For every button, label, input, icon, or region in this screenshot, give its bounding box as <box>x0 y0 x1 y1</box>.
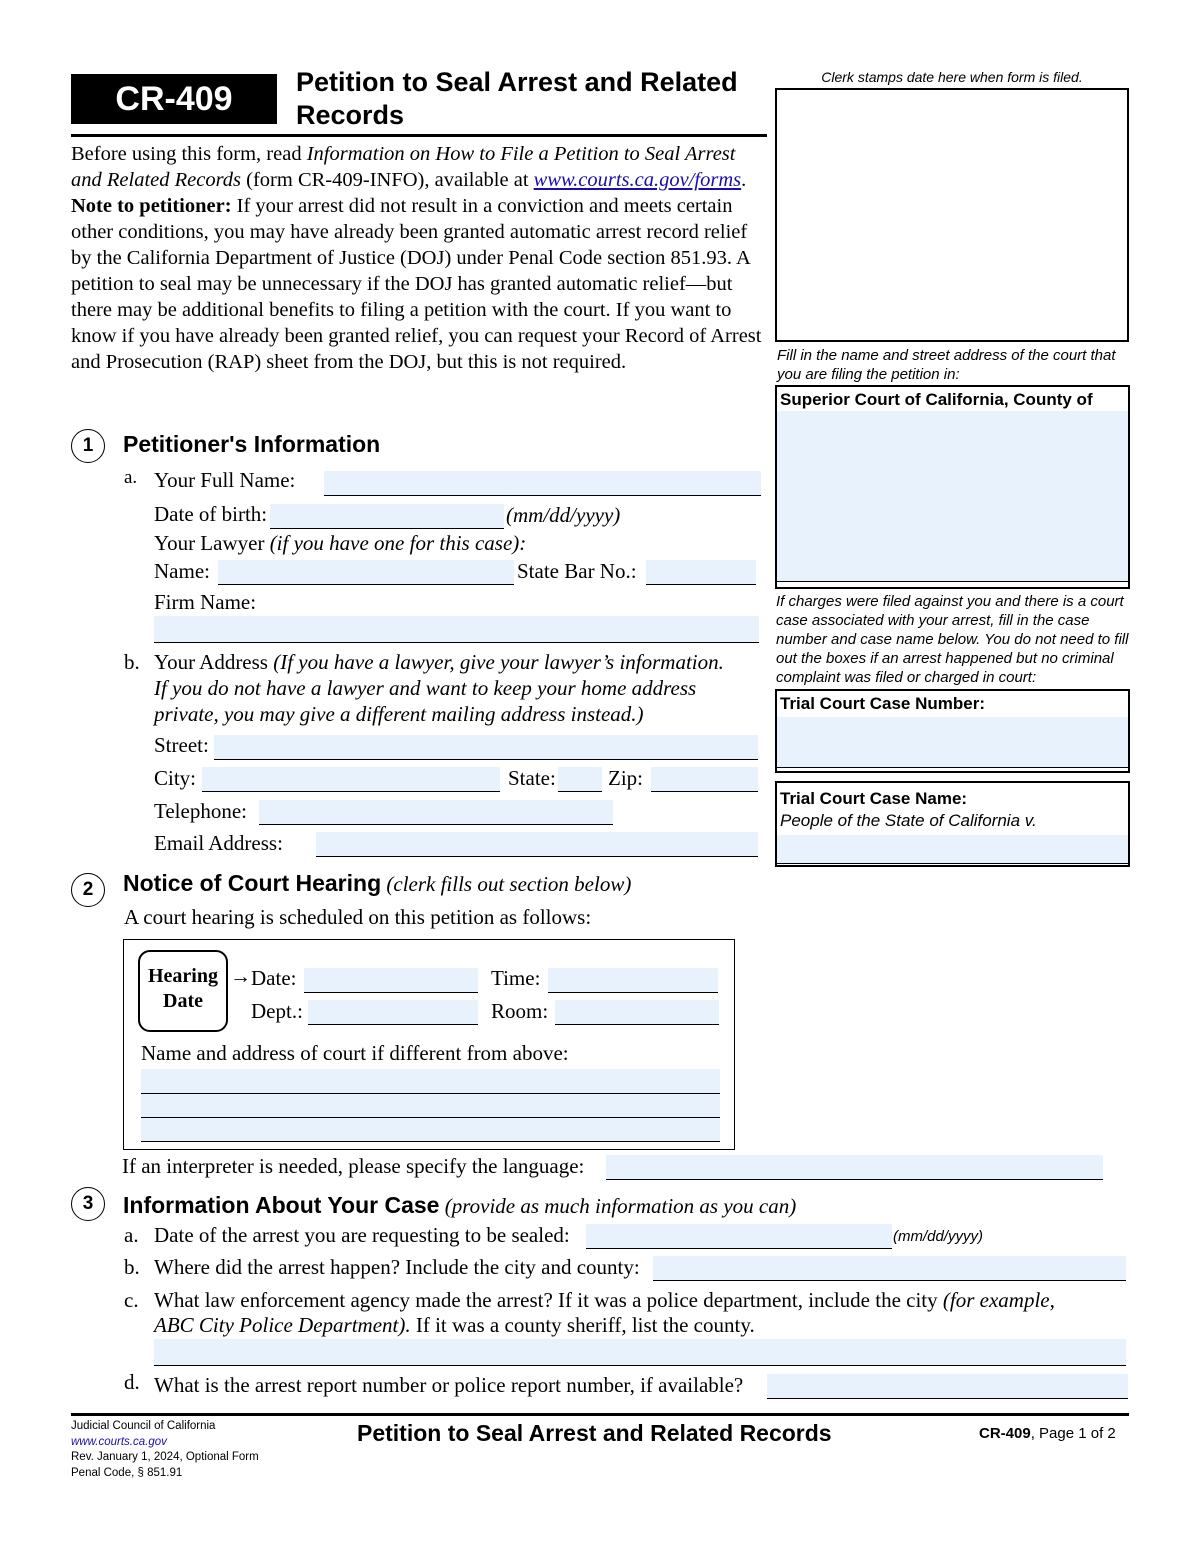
footer-page <box>979 1425 1116 1442</box>
telephone-label: Telephone: <box>154 799 247 823</box>
footer-title: Petition to Seal Arrest and Related Records <box>357 1420 832 1446</box>
lawyer-label <box>154 531 526 555</box>
full-name-label: Your Full Name: <box>154 468 296 492</box>
court-address-rule-2 <box>141 1117 720 1118</box>
form-number-badge: CR-409 <box>71 74 277 124</box>
arrest-location-label: Where did the arrest happen? Include the city and county: <box>154 1255 640 1279</box>
dob-format: (mm/dd/yyyy) <box>506 503 621 527</box>
lawyer-hint: (if you have one for this case): <box>269 531 527 555</box>
footer-rule <box>71 1413 1129 1416</box>
case-name-label: Trial Court Case Name: <box>780 789 968 808</box>
form-title-line2: Records <box>296 100 405 130</box>
agency-question-line2 <box>154 1313 755 1337</box>
section-3-title-note: (provide as much information as you can) <box>439 1194 797 1218</box>
court-address-field[interactable] <box>141 1069 720 1142</box>
hearing-badge-line1: Hearing <box>148 965 218 987</box>
agency-question-italic-2: ABC City Police Department). <box>154 1313 411 1337</box>
state-field[interactable] <box>558 767 602 792</box>
footer-left <box>71 1419 259 1481</box>
court-address-label: Name and address of court if different from above: <box>141 1041 569 1065</box>
section-3-title-text: Information About Your Case <box>123 1192 440 1218</box>
arrest-date-format: (mm/dd/yyyy) <box>893 1228 983 1245</box>
footer-form-no: CR-409 <box>979 1425 1031 1442</box>
firm-name-field[interactable] <box>154 616 759 643</box>
form-title <box>296 66 738 132</box>
hearing-room-field[interactable] <box>555 1000 719 1025</box>
case-box-instruction: If charges were filed against you and there is a court case associated with your arrest, fill in the case number and case name below. You do not need to fill out the boxes if an arrest happened but no criminal complaint was filed or charged in court: <box>776 593 1129 686</box>
footer-council: Judicial Council of California <box>71 1420 216 1432</box>
footer-site-link[interactable]: www.courts.ca.gov <box>71 1435 167 1448</box>
zip-label: Zip: <box>608 766 643 790</box>
full-name-field[interactable] <box>324 471 761 496</box>
telephone-field[interactable] <box>259 800 613 825</box>
report-number-label: What is the arrest report number or police report number, if available? <box>154 1373 744 1397</box>
note-text: If your arrest did not result in a conviction and meets certain other conditions, you may have already been granted automatic arrest record relief by the California Department of Justice (DOJ) under Penal Code section 851.93. A petition to seal may be unnecessary if the DOJ has granted automatic relief—but there may be additional benefits to filing a petition with the court. If you want to know if you have already been granted relief, you can request your Record of Arrest and Prosecution (RAP) sheet from the DOJ, but this is not required. <box>71 195 762 373</box>
city-field[interactable] <box>202 767 500 792</box>
footer-code: Penal Code, § 851.91 <box>71 1466 183 1479</box>
court-name-address-field[interactable] <box>777 411 1128 582</box>
case-number-label: Trial Court Case Number: <box>780 694 985 713</box>
intro-p1-italic: Information on How to File a Petition to Seal Arrest and Related Records <box>71 143 736 191</box>
hearing-badge-line2: Date <box>163 990 203 1012</box>
intro-p1-end: . <box>741 169 747 191</box>
agency-question-text-2: If it was a county sheriff, list the county. <box>410 1313 755 1337</box>
firm-name-label: Firm Name: <box>154 590 257 614</box>
interpreter-field[interactable] <box>606 1155 1103 1180</box>
hearing-dept-label: Dept.: <box>251 999 303 1023</box>
city-label: City: <box>154 766 197 790</box>
case-number-field[interactable] <box>777 717 1128 768</box>
court-box-instruction: Fill in the name and street address of the court that you are filing the petition in: <box>777 347 1116 383</box>
dob-label: Date of birth: <box>154 502 268 526</box>
address-label-text: Your Address <box>154 650 274 674</box>
address-label <box>154 650 724 674</box>
email-label: Email Address: <box>154 831 283 855</box>
item-3c-marker: c. <box>124 1288 139 1312</box>
section-3-number: 3 <box>71 1187 105 1221</box>
intro-p1-after: (form CR-409-INFO), available at <box>241 169 534 191</box>
intro-text <box>71 141 771 375</box>
street-label: Street: <box>154 733 209 757</box>
hearing-date-field[interactable] <box>304 968 478 993</box>
interpreter-label: If an interpreter is needed, please specify the language: <box>122 1154 585 1178</box>
clerk-stamp-box <box>775 88 1129 342</box>
footer-rev: Rev. January 1, 2024, Optional Form <box>71 1451 259 1463</box>
item-3b-marker: b. <box>124 1255 140 1279</box>
item-1a-marker: a. <box>124 467 138 488</box>
forms-link[interactable]: www.courts.ca.gov/forms <box>533 169 742 191</box>
hearing-dept-field[interactable] <box>308 1000 478 1025</box>
court-box-label: Superior Court of California, County of <box>780 390 1093 409</box>
state-label: State: <box>508 766 556 790</box>
header-rule <box>71 134 767 137</box>
section-3-title <box>123 1191 796 1220</box>
clerk-stamp-caption: Clerk stamps date here when form is filed. <box>821 69 1083 85</box>
lawyer-name-field[interactable] <box>218 560 514 585</box>
email-field[interactable] <box>316 832 758 857</box>
case-name-box <box>775 781 1130 867</box>
hearing-time-label: Time: <box>491 966 541 990</box>
agency-question-line1 <box>154 1288 1055 1312</box>
agency-question-text-1: What law enforcement agency made the arrest? If it was a police department, include the city <box>154 1288 943 1312</box>
section-1-title: Petitioner's Information <box>123 431 381 457</box>
footer-page-count: , Page 1 of 2 <box>1030 1425 1116 1442</box>
hearing-date-label: Date: <box>251 966 297 990</box>
section-2-number: 2 <box>71 873 105 907</box>
court-address-rule-1 <box>141 1093 720 1094</box>
report-number-field[interactable] <box>767 1374 1128 1399</box>
item-3d-marker: d. <box>124 1370 140 1394</box>
intro-p1-before: Before using this form, read <box>71 143 307 165</box>
form-title-line1: Petition to Seal Arrest and Related <box>296 67 738 97</box>
case-name-field[interactable] <box>777 835 1128 864</box>
hearing-time-field[interactable] <box>548 968 718 993</box>
arrest-location-field[interactable] <box>653 1256 1126 1281</box>
section-1-number: 1 <box>71 429 105 463</box>
lawyer-label-text: Your Lawyer <box>154 531 270 555</box>
address-hint-3: private, you may give a different mailing address instead.) <box>154 702 644 726</box>
hearing-date-badge <box>138 950 228 1032</box>
arrest-date-label: Date of the arrest you are requesting to be sealed: <box>154 1223 570 1247</box>
case-number-box <box>775 689 1130 773</box>
court-box <box>775 385 1130 589</box>
lawyer-name-label: Name: <box>154 559 210 583</box>
hearing-intro: A court hearing is scheduled on this petition as follows: <box>124 905 592 929</box>
hearing-room-label: Room: <box>491 999 549 1023</box>
zip-field[interactable] <box>651 767 758 792</box>
case-name-prefix: People of the State of California v. <box>780 811 1037 830</box>
arrow-icon: → <box>230 964 251 988</box>
item-1b-marker: b. <box>124 650 140 674</box>
street-field[interactable] <box>214 735 758 760</box>
section-2-title <box>123 869 631 898</box>
note-label: Note to petitioner: <box>71 195 232 217</box>
agency-field[interactable] <box>154 1339 1126 1366</box>
section-2-title-note: (clerk fills out section below) <box>381 872 632 896</box>
arrest-date-field[interactable] <box>586 1224 892 1249</box>
dob-field[interactable] <box>270 504 504 529</box>
address-hint-2: If you do not have a lawyer and want to keep your home address <box>154 676 697 700</box>
section-2-title-text: Notice of Court Hearing <box>123 870 382 896</box>
agency-question-italic-1: (for example, <box>942 1288 1055 1312</box>
item-3a-marker: a. <box>124 1223 139 1247</box>
state-bar-label: State Bar No.: <box>517 559 637 583</box>
address-hint-1: (If you have a lawyer, give your lawyer’s information. <box>273 650 724 674</box>
state-bar-field[interactable] <box>646 560 756 585</box>
